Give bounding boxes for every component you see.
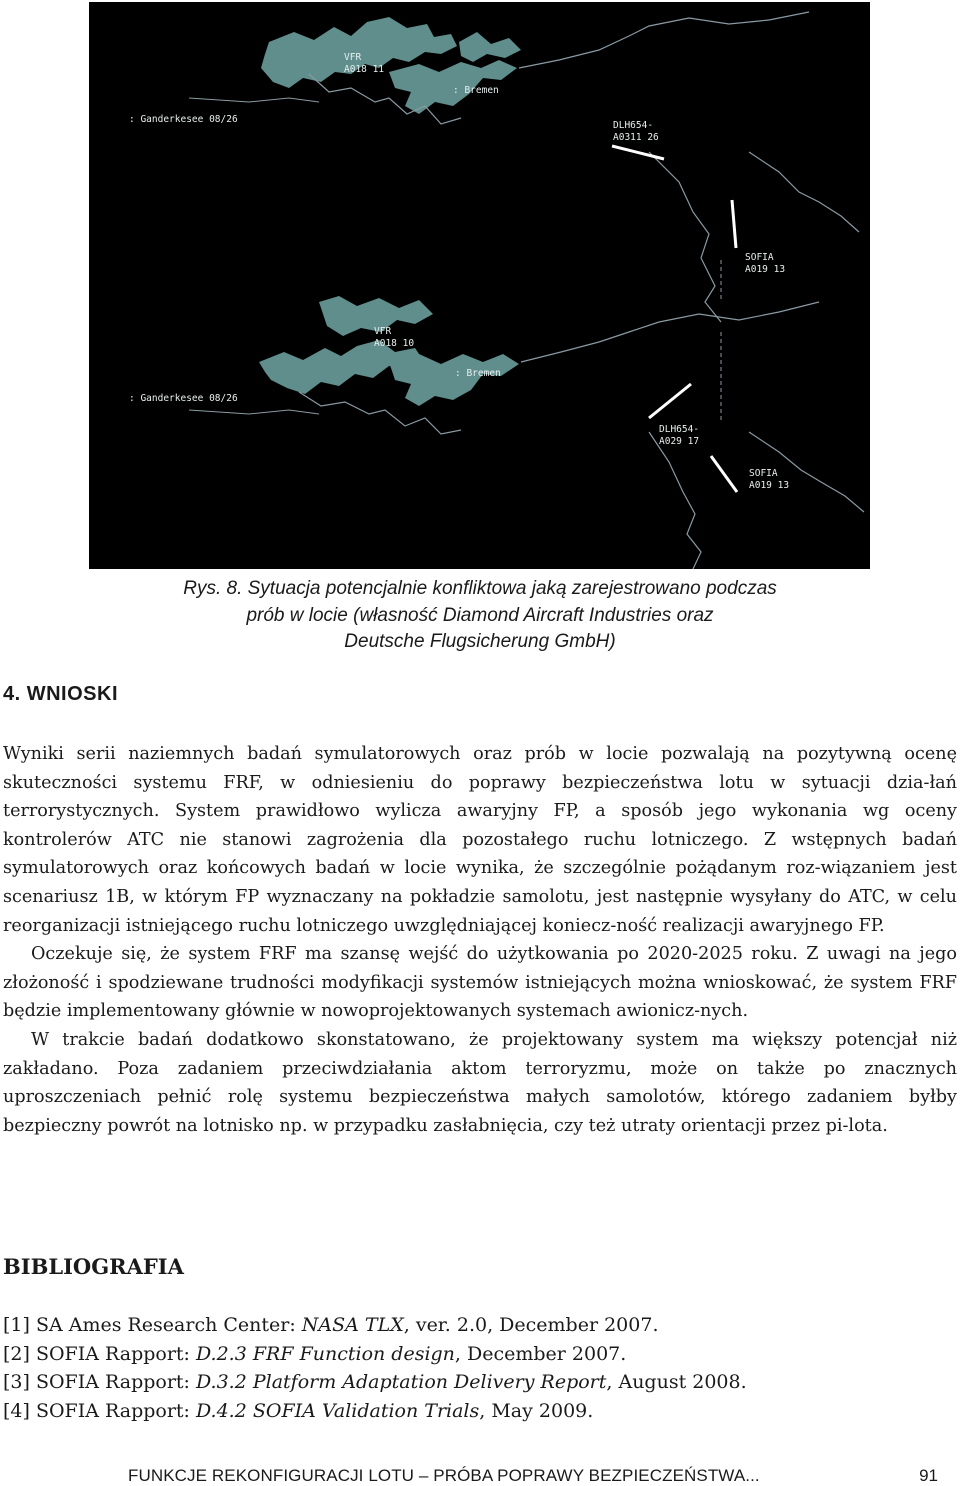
bibliography-entry	[3, 1397, 953, 1426]
top-sofia-label-2: A019 13	[745, 264, 786, 275]
bottom-dlh-label-1: DLH654-	[659, 424, 700, 435]
entry-prefix: [2] SOFIA Rapport:	[3, 1342, 196, 1365]
caption-text-1: Sytuacja potencjalnie konfliktowa jaką zarejestrowano podczas	[247, 578, 777, 599]
conclusions-paragraph-3: W trakcie badań dodatkowo skonstatowano, że projektowany system ma większy potencjał niż zakładano. Poza zadaniem przeciwdziałania aktom terroryzmu, może on także po znacznych uproszczeniach pełnić rolę systemu bezpieczeństwa małych samolotów, którego zadaniem byłby bezpieczny powrót na lotnisko np. w przypadku zasłabnięcia, czy też utraty orientacji przez pi-lota.	[3, 1029, 957, 1136]
bottom-river-line	[299, 392, 461, 434]
top-boundary-line-3	[749, 152, 859, 232]
running-footer-title: FUNKCJE REKONFIGURACJI LOTU – PRÓBA POPRAWY BEZPIECZEŃSTWA...	[128, 1466, 760, 1485]
top-boundary-line	[519, 12, 809, 68]
caption-line-2: prób w locie (własność Diamond Aircraft Industries oraz	[246, 604, 714, 626]
top-boundary-line-2	[649, 152, 721, 322]
caption-line-3: Deutsche Flugsicherung GmbH)	[344, 631, 616, 652]
bottom-bremen-label: : Bremen	[455, 368, 501, 379]
entry-title: D.2.3 FRF Function design	[196, 1342, 455, 1365]
top-radar-panel	[129, 12, 859, 322]
bibliography-entry	[3, 1340, 953, 1369]
bottom-land-area-east	[389, 354, 519, 406]
top-boundary-line-4	[189, 98, 319, 102]
page-number: 91	[919, 1466, 938, 1485]
top-vfr-label-2: A018 11	[344, 64, 385, 75]
bottom-sofia-label-1: SOFIA	[749, 468, 778, 479]
bottom-radar-panel	[129, 296, 864, 569]
conclusions-paragraph-2: Oczekuje się, że system FRF ma szansę wejść do użytkowania po 2020-2025 roku. Z uwagi na jego złożoność i spodziewane trudności modyfikacji systemów istniejących można wnioskować, że system FRF będzie implementowany głównie w nowoprojektowanych systemach awionicz-nych.	[3, 944, 957, 1022]
entry-suffix: , December 2007.	[454, 1342, 627, 1365]
entry-title: D.4.2 SOFIA Validation Trials	[196, 1400, 480, 1423]
bottom-boundary-line-2	[649, 432, 701, 569]
top-dlh-track	[612, 146, 664, 159]
bibliography-heading: BIBLIOGRAFIA	[3, 1254, 184, 1279]
entry-suffix: , May 2009.	[479, 1400, 594, 1423]
bibliography-entry	[3, 1311, 953, 1340]
entry-prefix: [1] SA Ames Research Center:	[3, 1314, 302, 1336]
conclusions-paragraph-1: Wyniki serii naziemnych badań symulatorowych oraz prób w locie pozwalają na pozytywną ocenę skuteczności systemu FRF, w odniesieniu do poprawy bezpieczeństwa lotu w sytuacji dzia-łań terrorystycznych. System prawidłowo wylicza awaryjny FP, a sposób jego wykonania wg oceny kontrolerów ATC nie stanowi zagrożenia dla pozostałego ruchu lotniczego. Z wstępnych badań symulatorowych oraz końcowych badań w locie wynika, że szczególnie pożądanym roz-wiązaniem jest scenariusz 1B, w którym FP wyznaczany na pokładzie samolotu, jest następnie wysyłany do ATC, w celu reorganizacji istniejącego ruchu lotniczego uwzględniającej koniecz-ność realizacji awaryjnego FP.	[3, 744, 957, 936]
conclusions-heading: 4. WNIOSKI	[3, 683, 119, 705]
top-vfr-label-1: VFR	[344, 52, 362, 63]
figure-caption	[0, 576, 960, 656]
top-dlh-label-1: DLH654-	[613, 120, 654, 131]
radar-figure	[89, 2, 870, 569]
caption-number: Rys. 8.	[183, 578, 243, 599]
entry-title: D.3.2 Platform Adaptation Delivery Report	[196, 1371, 607, 1394]
radar-display	[89, 2, 870, 569]
top-ganderkesee-label: : Ganderkesee 08/26	[129, 114, 238, 125]
entry-title: NASA TLX	[301, 1314, 404, 1336]
bottom-ganderkesee-label: : Ganderkesee 08/26	[129, 393, 238, 404]
bottom-vfr-label-1: VFR	[374, 326, 392, 337]
bibliography-list	[3, 1311, 953, 1426]
top-sofia-label-1: SOFIA	[745, 252, 774, 263]
bibliography-entry	[3, 1368, 953, 1397]
bottom-boundary-line	[521, 302, 819, 362]
bottom-boundary-line-4	[189, 410, 319, 414]
entry-suffix: , August 2008.	[606, 1371, 747, 1394]
top-bremen-label: : Bremen	[453, 85, 499, 96]
entry-suffix: , ver. 2.0, December 2007.	[403, 1314, 659, 1336]
caption-line-1	[0, 576, 960, 603]
entry-prefix: [4] SOFIA Rapport:	[3, 1400, 196, 1423]
bottom-dlh-track	[649, 384, 691, 418]
bottom-dlh-label-2: A029 17	[659, 436, 700, 447]
conclusions-body	[3, 740, 957, 1140]
bottom-sofia-label-2: A019 13	[749, 480, 790, 491]
entry-prefix: [3] SOFIA Rapport:	[3, 1371, 196, 1394]
bottom-vfr-label-2: A018 10	[374, 338, 415, 349]
top-dlh-label-2: A0311 26	[613, 132, 659, 143]
bottom-sofia-track	[711, 456, 737, 492]
top-land-area-north	[459, 32, 521, 62]
top-sofia-track	[732, 200, 736, 248]
